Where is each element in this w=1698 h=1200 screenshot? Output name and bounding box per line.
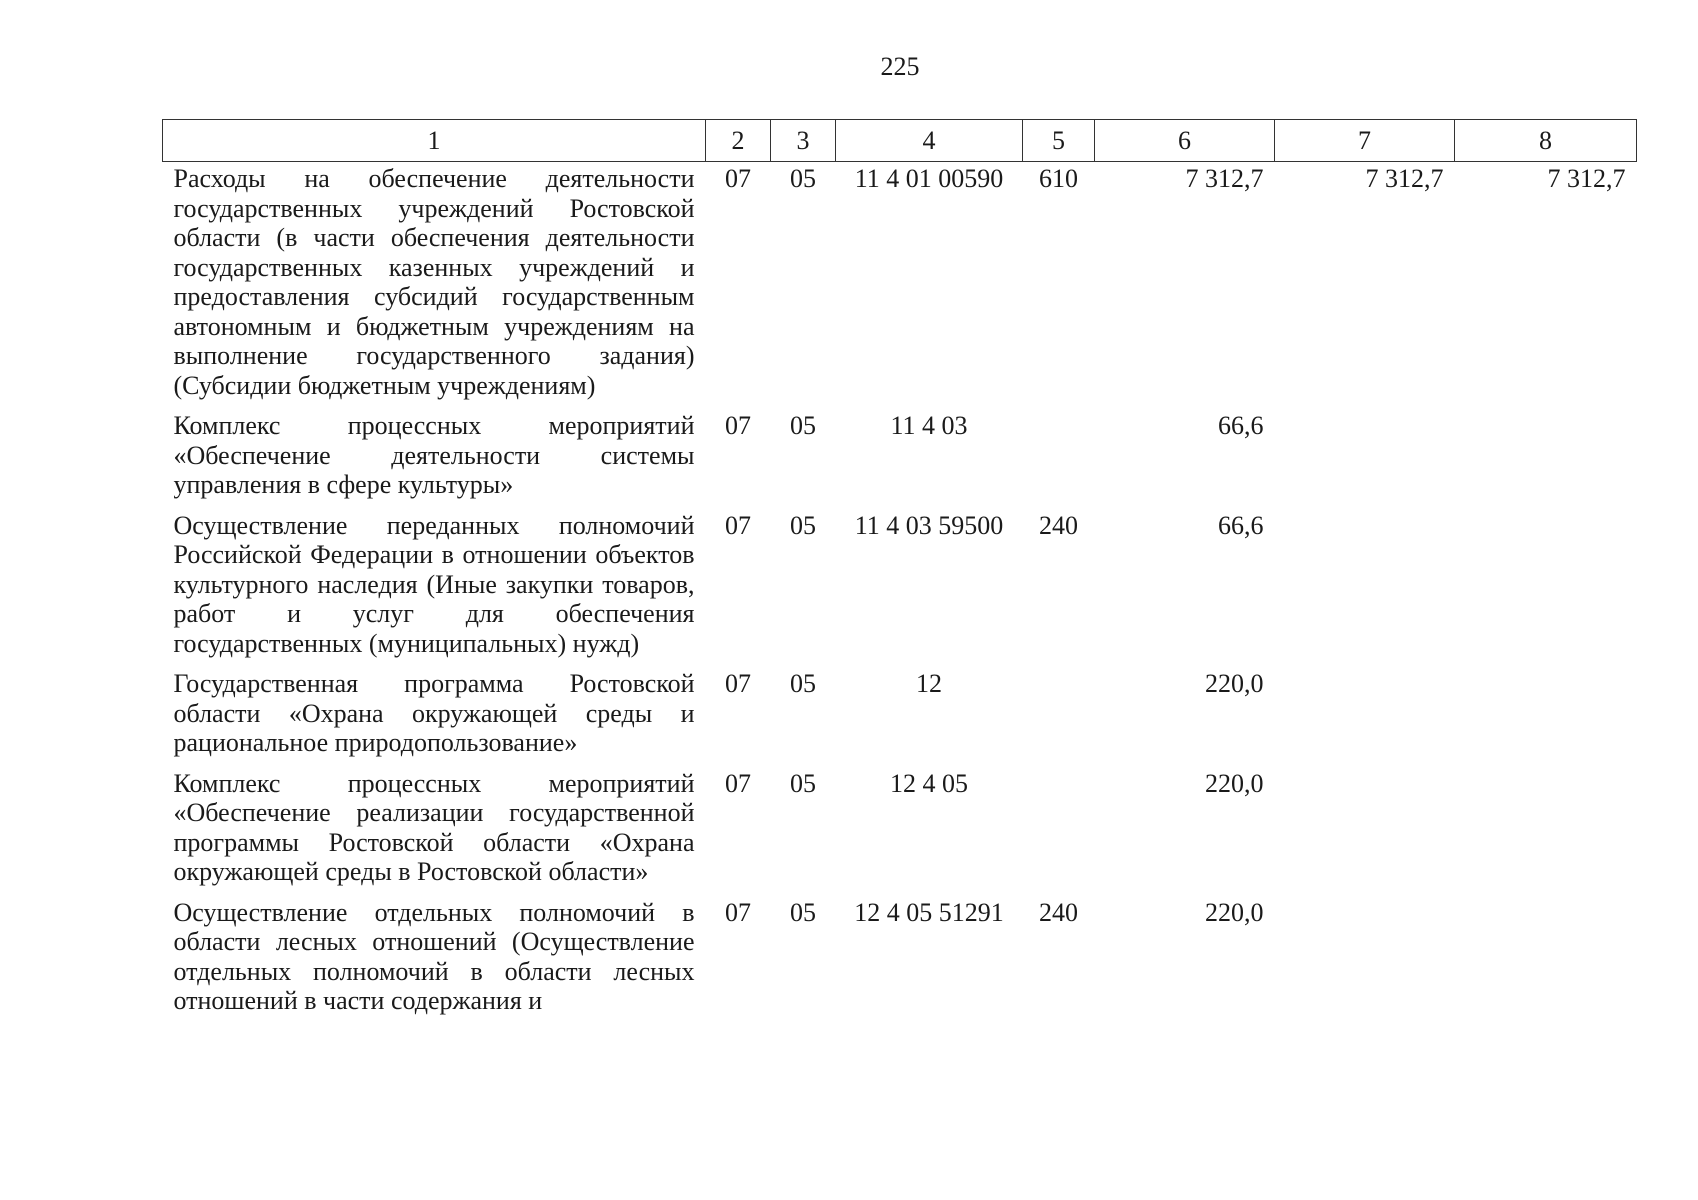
row-amount-col7: 7 312,7 <box>1365 164 1444 193</box>
row-amount-col6: 220,0 <box>1205 768 1264 798</box>
row-amount-col8 <box>1455 898 1637 1027</box>
row-target-code: 11 4 01 00590 <box>854 164 1004 193</box>
row-amount-col6: 66,6 <box>1218 411 1264 440</box>
row-name: Комплекс процессных мероприятий «Обеспечение реализации государственной программы Ростовской области «Охрана окружающей среды в Ростовской области» <box>173 768 695 886</box>
row-subsection: 05 <box>790 669 816 698</box>
table-header <box>163 120 1637 162</box>
table-row <box>163 669 1637 769</box>
column-header-8: 8 <box>1455 120 1637 162</box>
row-amount-col7 <box>1275 898 1455 1027</box>
row-name: Осуществление переданных полномочий Российской Федерации в отношении объектов культурного наследия (Иные закупки товаров, работ и услуг для обеспечения государственных (муниципальных) нужд) <box>173 510 695 658</box>
row-amount-col8 <box>1455 511 1637 670</box>
row-expense-type <box>1023 669 1095 769</box>
row-target-code: 11 4 03 <box>890 411 968 440</box>
column-header-5: 5 <box>1023 120 1095 162</box>
row-amount-col8: 7 312,7 <box>1547 164 1626 193</box>
row-target-code: 11 4 03 59500 <box>854 510 1004 540</box>
table-body <box>163 162 1637 1027</box>
table-row <box>163 511 1637 670</box>
row-subsection: 05 <box>790 411 816 440</box>
row-target-code: 12 <box>916 669 942 698</box>
row-section: 07 <box>725 897 751 927</box>
row-target-code: 12 4 05 51291 <box>854 897 1004 927</box>
row-expense-type: 610 <box>1039 164 1078 193</box>
row-subsection: 05 <box>790 510 816 540</box>
row-name: Комплекс процессных мероприятий «Обеспечение деятельности системы управления в сфере культуры» <box>173 411 695 499</box>
row-amount-col6: 220,0 <box>1205 897 1264 927</box>
row-expense-type <box>1023 411 1095 511</box>
table-row <box>163 162 1637 412</box>
row-amount-col8 <box>1455 411 1637 511</box>
table-row <box>163 411 1637 511</box>
table-row <box>163 898 1637 1027</box>
row-target-code: 12 4 05 <box>890 768 968 798</box>
column-header-4: 4 <box>836 120 1023 162</box>
row-name: Расходы на обеспечение деятельности государственных учреждений Ростовской области (в части обеспечения деятельности государственных казенных учреждений и предоставления субсидий государственным автономным и бюджетным учреждениям на выполнение государственного задания) (Субсидии бюджетным учреждениям) <box>173 164 695 400</box>
row-amount-col6: 7 312,7 <box>1185 164 1264 193</box>
row-section: 07 <box>725 164 751 193</box>
column-header-1: 1 <box>163 120 706 162</box>
row-subsection: 05 <box>790 164 816 193</box>
column-header-7: 7 <box>1275 120 1455 162</box>
row-expense-type: 240 <box>1039 897 1078 927</box>
row-section: 07 <box>725 411 751 440</box>
row-amount-col7 <box>1275 769 1455 898</box>
row-section: 07 <box>725 669 751 698</box>
table-row <box>163 769 1637 898</box>
row-amount-col8 <box>1455 669 1637 769</box>
column-header-6: 6 <box>1095 120 1275 162</box>
row-name: Государственная программа Ростовской области «Охрана окружающей среды и рациональное природопользование» <box>173 669 695 757</box>
row-section: 07 <box>725 510 751 540</box>
row-subsection: 05 <box>790 768 816 798</box>
row-amount-col8 <box>1455 769 1637 898</box>
row-expense-type <box>1023 769 1095 898</box>
row-section: 07 <box>725 768 751 798</box>
row-name: Осуществление отдельных полномочий в области лесных отношений (Осуществление отдельных полномочий в области лесных отношений в части содержания и <box>173 897 695 1015</box>
row-amount-col7 <box>1275 669 1455 769</box>
column-header-3: 3 <box>771 120 836 162</box>
budget-table <box>162 119 1637 1027</box>
row-subsection: 05 <box>790 897 816 927</box>
row-amount-col6: 220,0 <box>1205 669 1264 698</box>
row-amount-col7 <box>1275 411 1455 511</box>
column-header-2: 2 <box>706 120 771 162</box>
row-amount-col6: 66,6 <box>1218 510 1264 540</box>
row-expense-type: 240 <box>1039 510 1078 540</box>
row-amount-col7 <box>1275 511 1455 670</box>
page-number: 225 <box>880 52 920 81</box>
